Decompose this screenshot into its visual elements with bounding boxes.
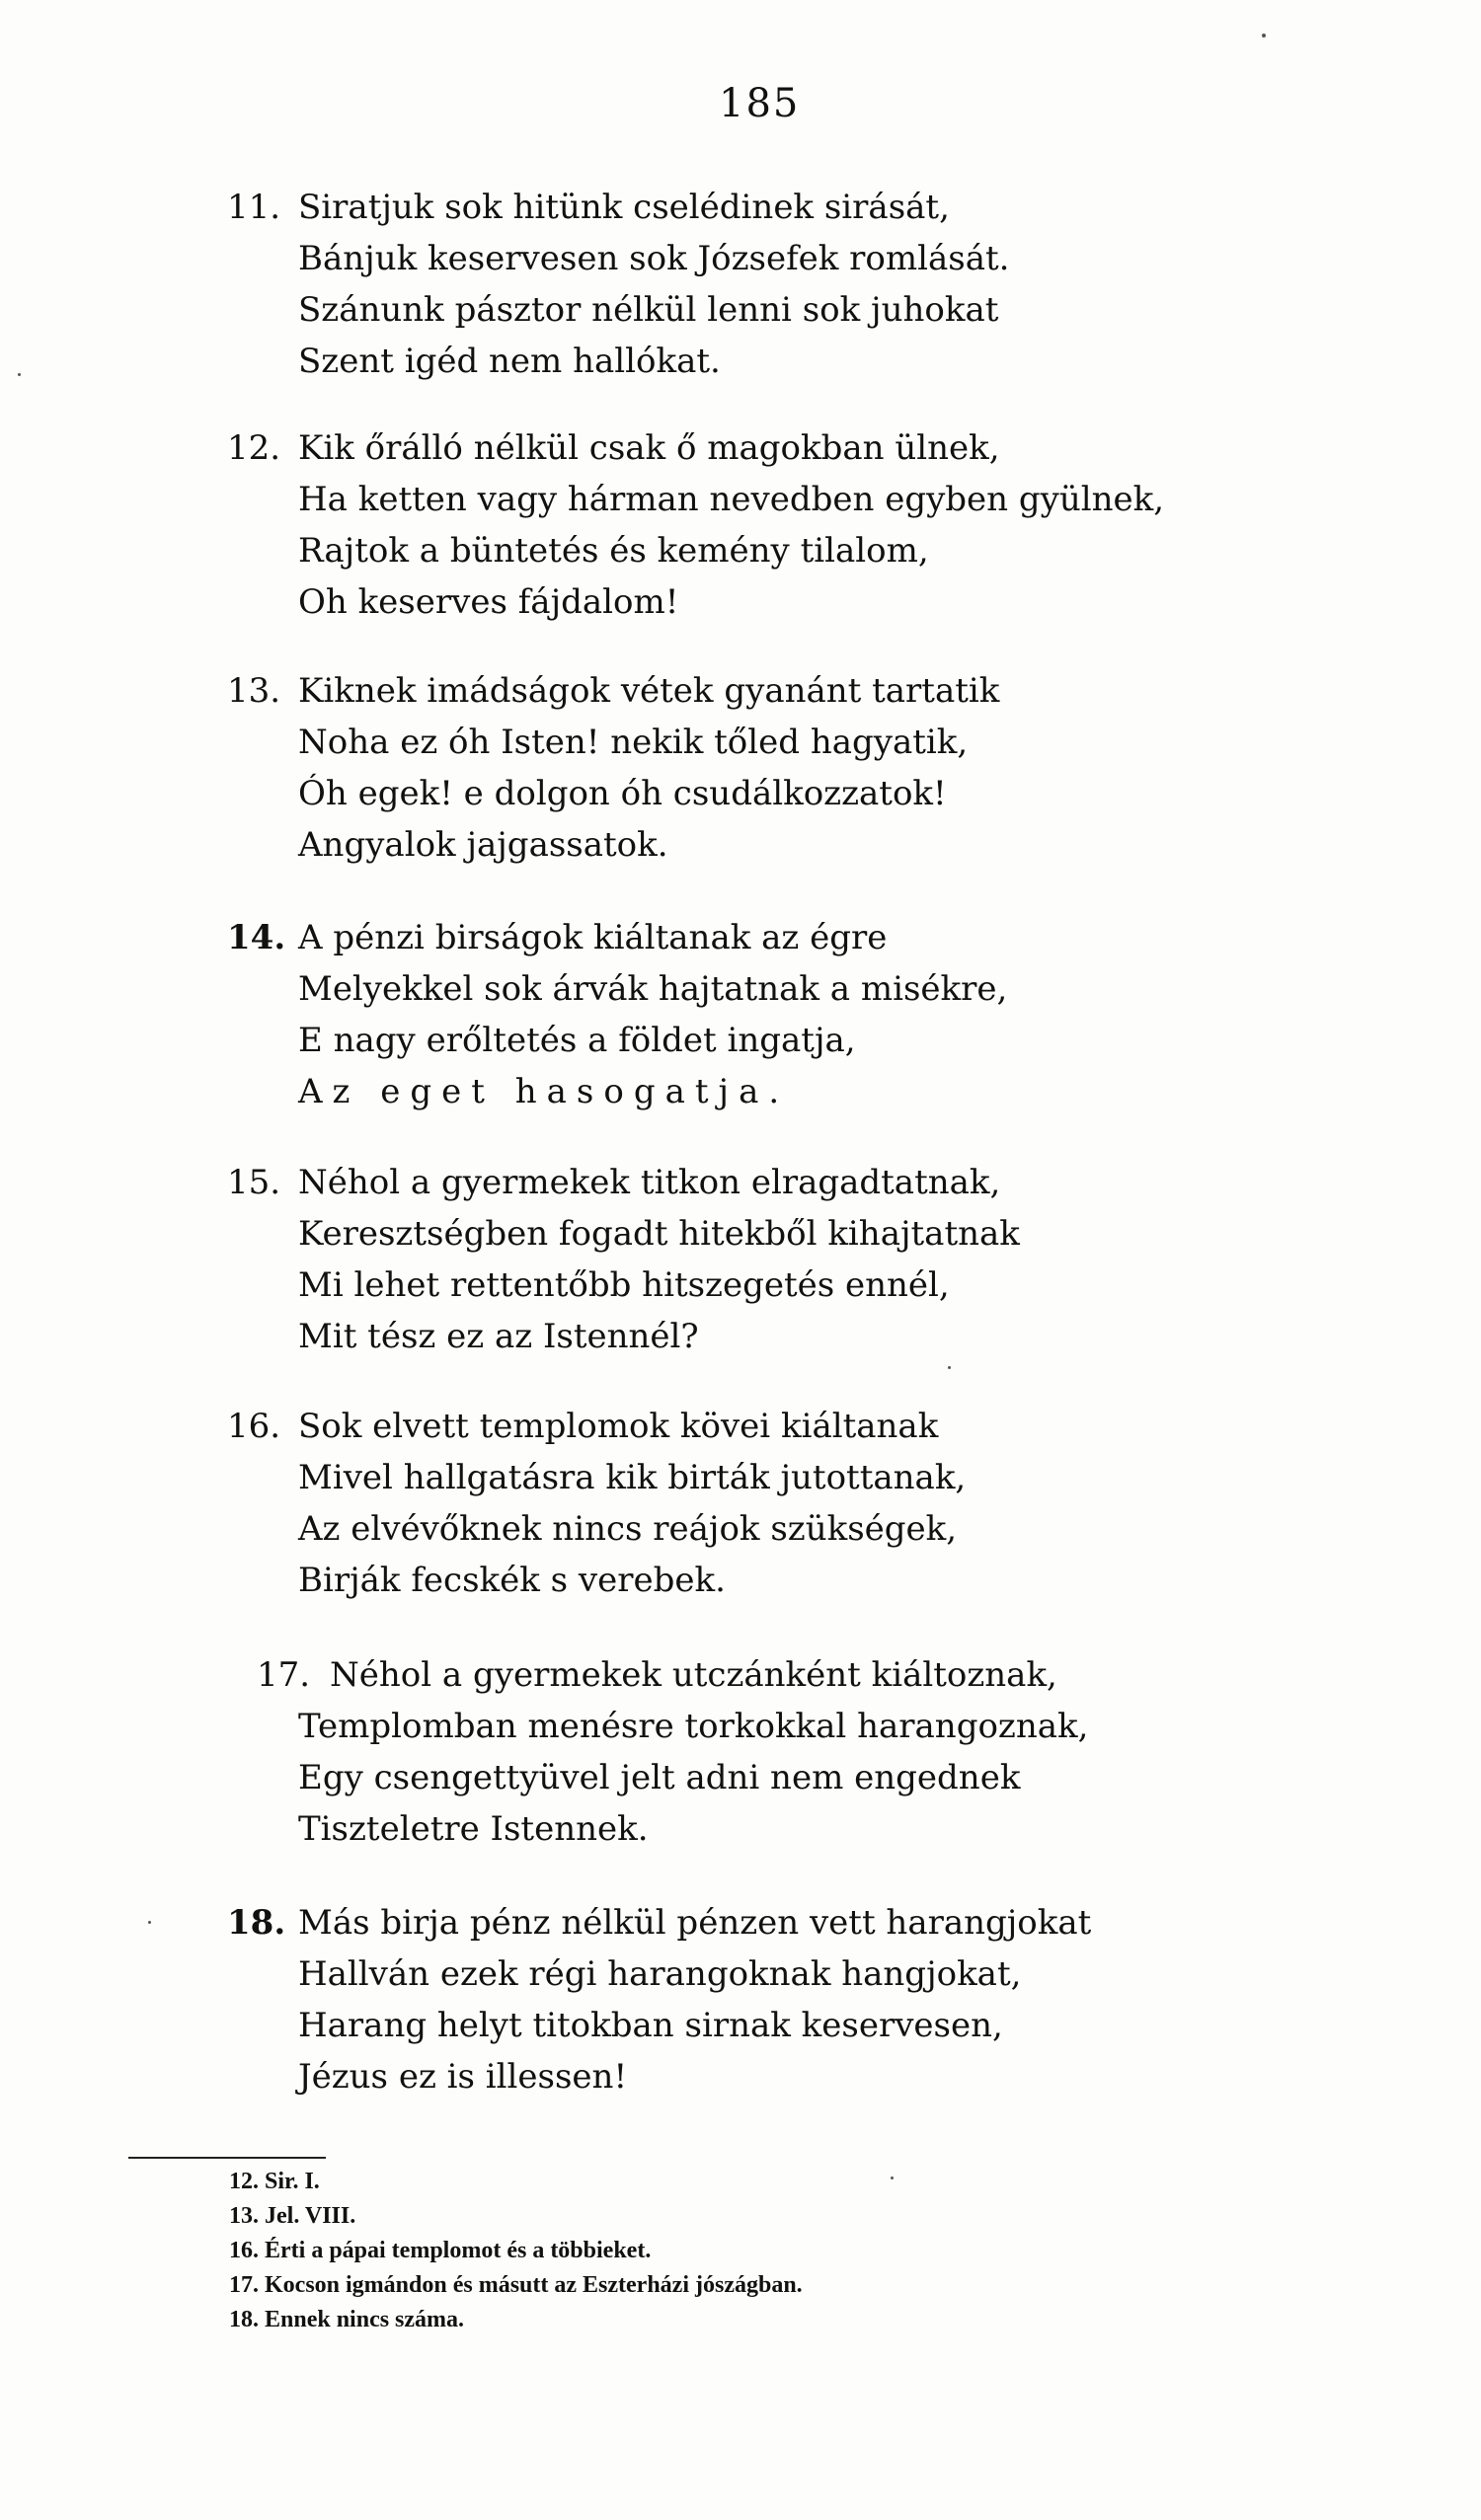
verse-line: Noha ez óh Isten! nekik tőled hagyatik,: [298, 723, 969, 762]
verse-line: Templomban menésre torkokkal harangoznak,: [298, 1707, 1089, 1746]
footnote: 13. Jel. VIII.: [229, 2203, 356, 2229]
scan-speck: [1262, 34, 1266, 38]
verse-line: Rajtok a büntetés és kemény tilalom,: [298, 531, 929, 571]
verse-line: Kiknek imádságok vétek gyanánt tartatik: [298, 671, 1000, 711]
stanza-number: 11.: [227, 188, 281, 227]
scan-speck: [148, 1921, 151, 1924]
verse-line: Siratjuk sok hitünk cselédinek sirását,: [298, 188, 950, 227]
verse-line: Mit tész ez az Istennél?: [298, 1317, 699, 1356]
verse-line: Keresztségben fogadt hitekből kihajtatnak: [298, 1214, 1020, 1254]
footnote: 16. Érti a pápai templomot és a többieket.: [229, 2238, 652, 2263]
stanza-number: 13.: [227, 671, 281, 711]
verse-line: Néhol a gyermekek titkon elragadtatnak,: [298, 1163, 1001, 1202]
verse-line: Szent igéd nem hallókat.: [298, 342, 721, 381]
stanza-number: 18.: [227, 1903, 286, 1943]
stanza-number: 14.: [227, 918, 286, 957]
verse-line: Oh keserves fájdalom!: [298, 582, 679, 622]
verse-line: A pénzi birságok kiáltanak az égre: [298, 918, 888, 957]
verse-line: Óh egek! e dolgon óh csudálkozzatok!: [298, 774, 947, 813]
verse-line: Az eget hasogatja.: [298, 1072, 790, 1111]
scan-speck: [948, 1366, 951, 1369]
verse-line: Mivel hallgatásra kik birták jutottanak,: [298, 1458, 967, 1497]
stanza-number: 17.: [257, 1655, 311, 1695]
verse-line: Egy csengettyüvel jelt adni nem engednek: [298, 1758, 1021, 1797]
footnote-rule: [128, 2157, 326, 2159]
verse-line: Az elvévőknek nincs reájok szükségek,: [298, 1509, 958, 1549]
verse-line: Birják fecskék s verebek.: [298, 1561, 726, 1600]
stanza-number: 15.: [227, 1163, 281, 1202]
verse-line: Ha ketten vagy hárman nevedben egyben gyülnek,: [298, 480, 1165, 519]
scan-speck: [18, 373, 21, 376]
footnote: 12. Sir. I.: [229, 2169, 320, 2194]
verse-line: Bánjuk keservesen sok Józsefek romlását.: [298, 239, 1010, 278]
verse-line: Kik őrálló nélkül csak ő magokban ülnek,: [298, 428, 1000, 468]
verse-line: Jézus ez is illessen!: [298, 2057, 628, 2097]
verse-line: Harang helyt titokban sirnak keservesen,: [298, 2006, 1003, 2045]
page-number: 185: [719, 81, 801, 126]
footnote: 17. Kocson igmándon és másutt az Eszterházi jószágban.: [229, 2272, 803, 2298]
stanza-number: 12.: [227, 428, 281, 468]
verse-line: Néhol a gyermekek utczánként kiáltoznak,: [330, 1655, 1057, 1695]
verse-line: Hallván ezek régi harangoknak hangjokat,: [298, 1954, 1022, 1994]
verse-line: Más birja pénz nélkül pénzen vett harangjokat: [298, 1903, 1092, 1943]
verse-line: Tiszteletre Istennek.: [298, 1809, 649, 1849]
verse-line: Szánunk pásztor nélkül lenni sok juhokat: [298, 290, 999, 330]
stanza-number: 16.: [227, 1407, 281, 1446]
verse-line: Mi lehet rettentőbb hitszegetés ennél,: [298, 1265, 950, 1305]
footnote: 18. Ennek nincs száma.: [229, 2307, 465, 2332]
verse-line: E nagy erőltetés a földet ingatja,: [298, 1021, 856, 1060]
scan-speck: [891, 2176, 894, 2179]
verse-line: Angyalok jajgassatok.: [298, 825, 668, 865]
verse-line: Melyekkel sok árvák hajtatnak a misékre,: [298, 969, 1008, 1009]
footnotes: [229, 2165, 803, 2337]
verse-line: Sok elvett templomok kövei kiáltanak: [298, 1407, 939, 1446]
